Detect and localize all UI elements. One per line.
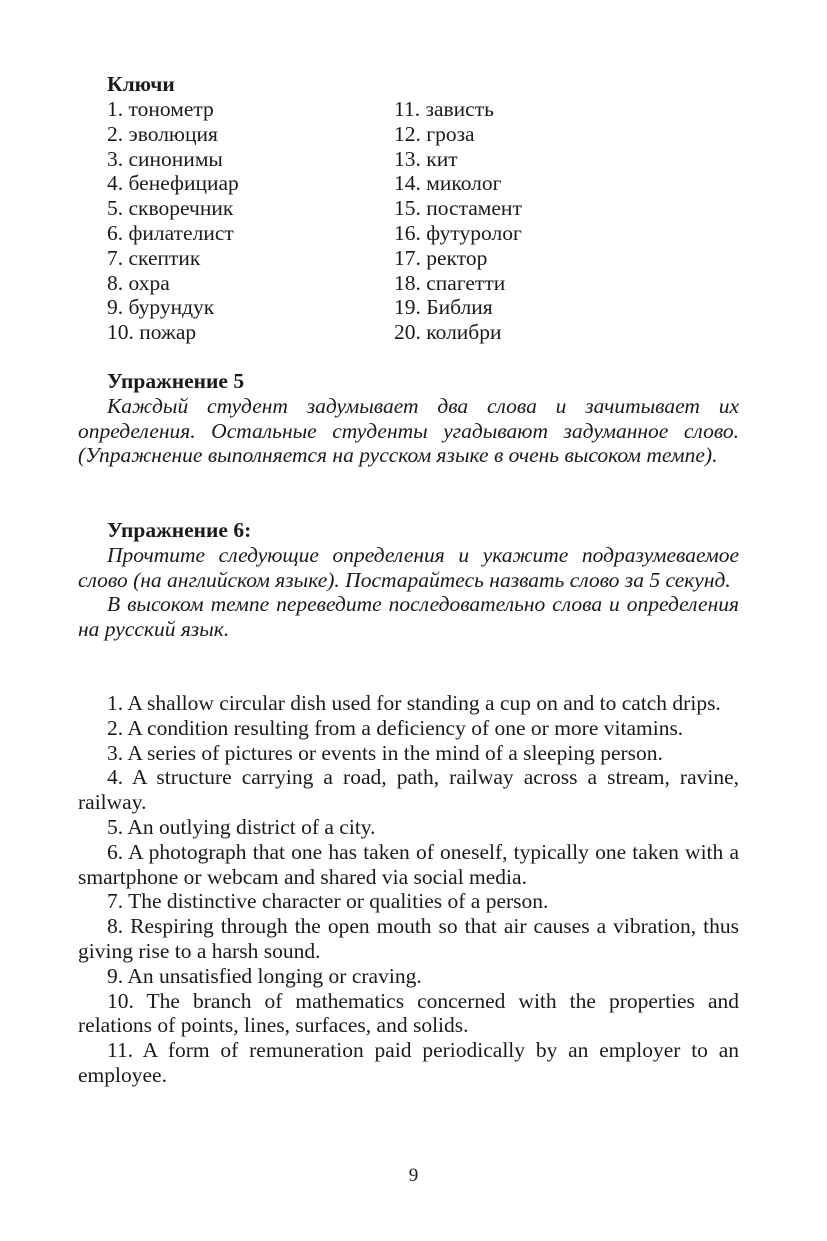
definition-item: 11. A form of remuneration paid periodically by an employer to an employee. xyxy=(78,1038,739,1087)
definitions-list xyxy=(78,691,739,1088)
key-item: 7. скептик xyxy=(107,245,201,270)
key-item: 2. эволюция xyxy=(107,121,218,146)
definition-item: 3. A series of pictures or events in the mind of a sleeping person. xyxy=(107,740,663,765)
page-number: 9 xyxy=(408,1165,419,1186)
exercise-6-instructions: Прочтите следующие определения и укажите подразумеваемое слово (на английском языке). Постарайтесь назвать слово за 5 секунд. xyxy=(78,542,739,592)
definition-item: 5. An outlying district of a city. xyxy=(107,814,376,839)
key-item: 5. скворечник xyxy=(107,196,234,221)
definition-item: 2. A condition resulting from a deficiency of one or more vitamins. xyxy=(107,715,684,740)
key-item: 20. колибри xyxy=(394,320,502,345)
exercise-6-translation-task: В высоком темпе переведите последовательно слова и определения на русский язык. xyxy=(78,592,739,642)
exercise-5-instructions: Каждый студент задумывает два слова и зачитывает их определения. Остальные студенты угадывают задуманное слово. (Упражнение выполняется на русском языке в очень высоком темпе). xyxy=(78,393,739,468)
key-item: 11. зависть xyxy=(394,97,494,121)
key-item: 9. бурундук xyxy=(107,295,215,320)
keys-right-column xyxy=(394,97,522,345)
key-item: 4. бенефициар xyxy=(107,171,239,196)
exercise-5-section xyxy=(78,369,739,468)
key-item: 15. постамент xyxy=(394,196,522,221)
key-item: 3. синонимы xyxy=(107,146,223,171)
key-item: 6. филателист xyxy=(107,220,234,245)
definition-item: 6. A photograph that one has taken of oneself, typically one taken with a smartphone or webcam and shared via social media. xyxy=(78,839,739,889)
key-item: 13. кит xyxy=(394,146,458,171)
definition-item: 7. The distinctive character or qualities of a person. xyxy=(107,889,549,914)
keys-heading: Ключи xyxy=(107,72,175,96)
exercise-6-section xyxy=(78,518,739,642)
key-item: 1. тонометр xyxy=(107,97,214,121)
key-item: 10. пожар xyxy=(107,320,197,345)
key-item: 14. миколог xyxy=(394,171,502,196)
key-item: 17. ректор xyxy=(394,245,488,270)
key-item: 18. спагетти xyxy=(394,270,506,295)
exercise-6-title: Упражнение 6: xyxy=(107,518,252,542)
definition-item: 4. A structure carrying a road, path, railway across a stream, ravine, railway. xyxy=(78,765,739,815)
key-item: 16. футуролог xyxy=(394,220,522,245)
definition-item: 1. A shallow circular dish used for standing a cup on and to catch drips. xyxy=(107,691,721,715)
definition-item: 9. An unsatisfied longing or craving. xyxy=(107,963,422,988)
key-item: 19. Библия xyxy=(394,295,493,320)
definition-item: 8. Respiring through the open mouth so that air causes a vibration, thus giving rise to a harsh sound. xyxy=(78,914,739,963)
key-item: 12. гроза xyxy=(394,121,475,146)
exercise-5-title: Упражнение 5 xyxy=(107,369,245,393)
definition-item: 10. The branch of mathematics concerned with the properties and relations of points, lines, surfaces, and solids. xyxy=(78,988,739,1038)
keys-left-column xyxy=(107,97,239,345)
key-item: 8. охра xyxy=(107,270,170,295)
